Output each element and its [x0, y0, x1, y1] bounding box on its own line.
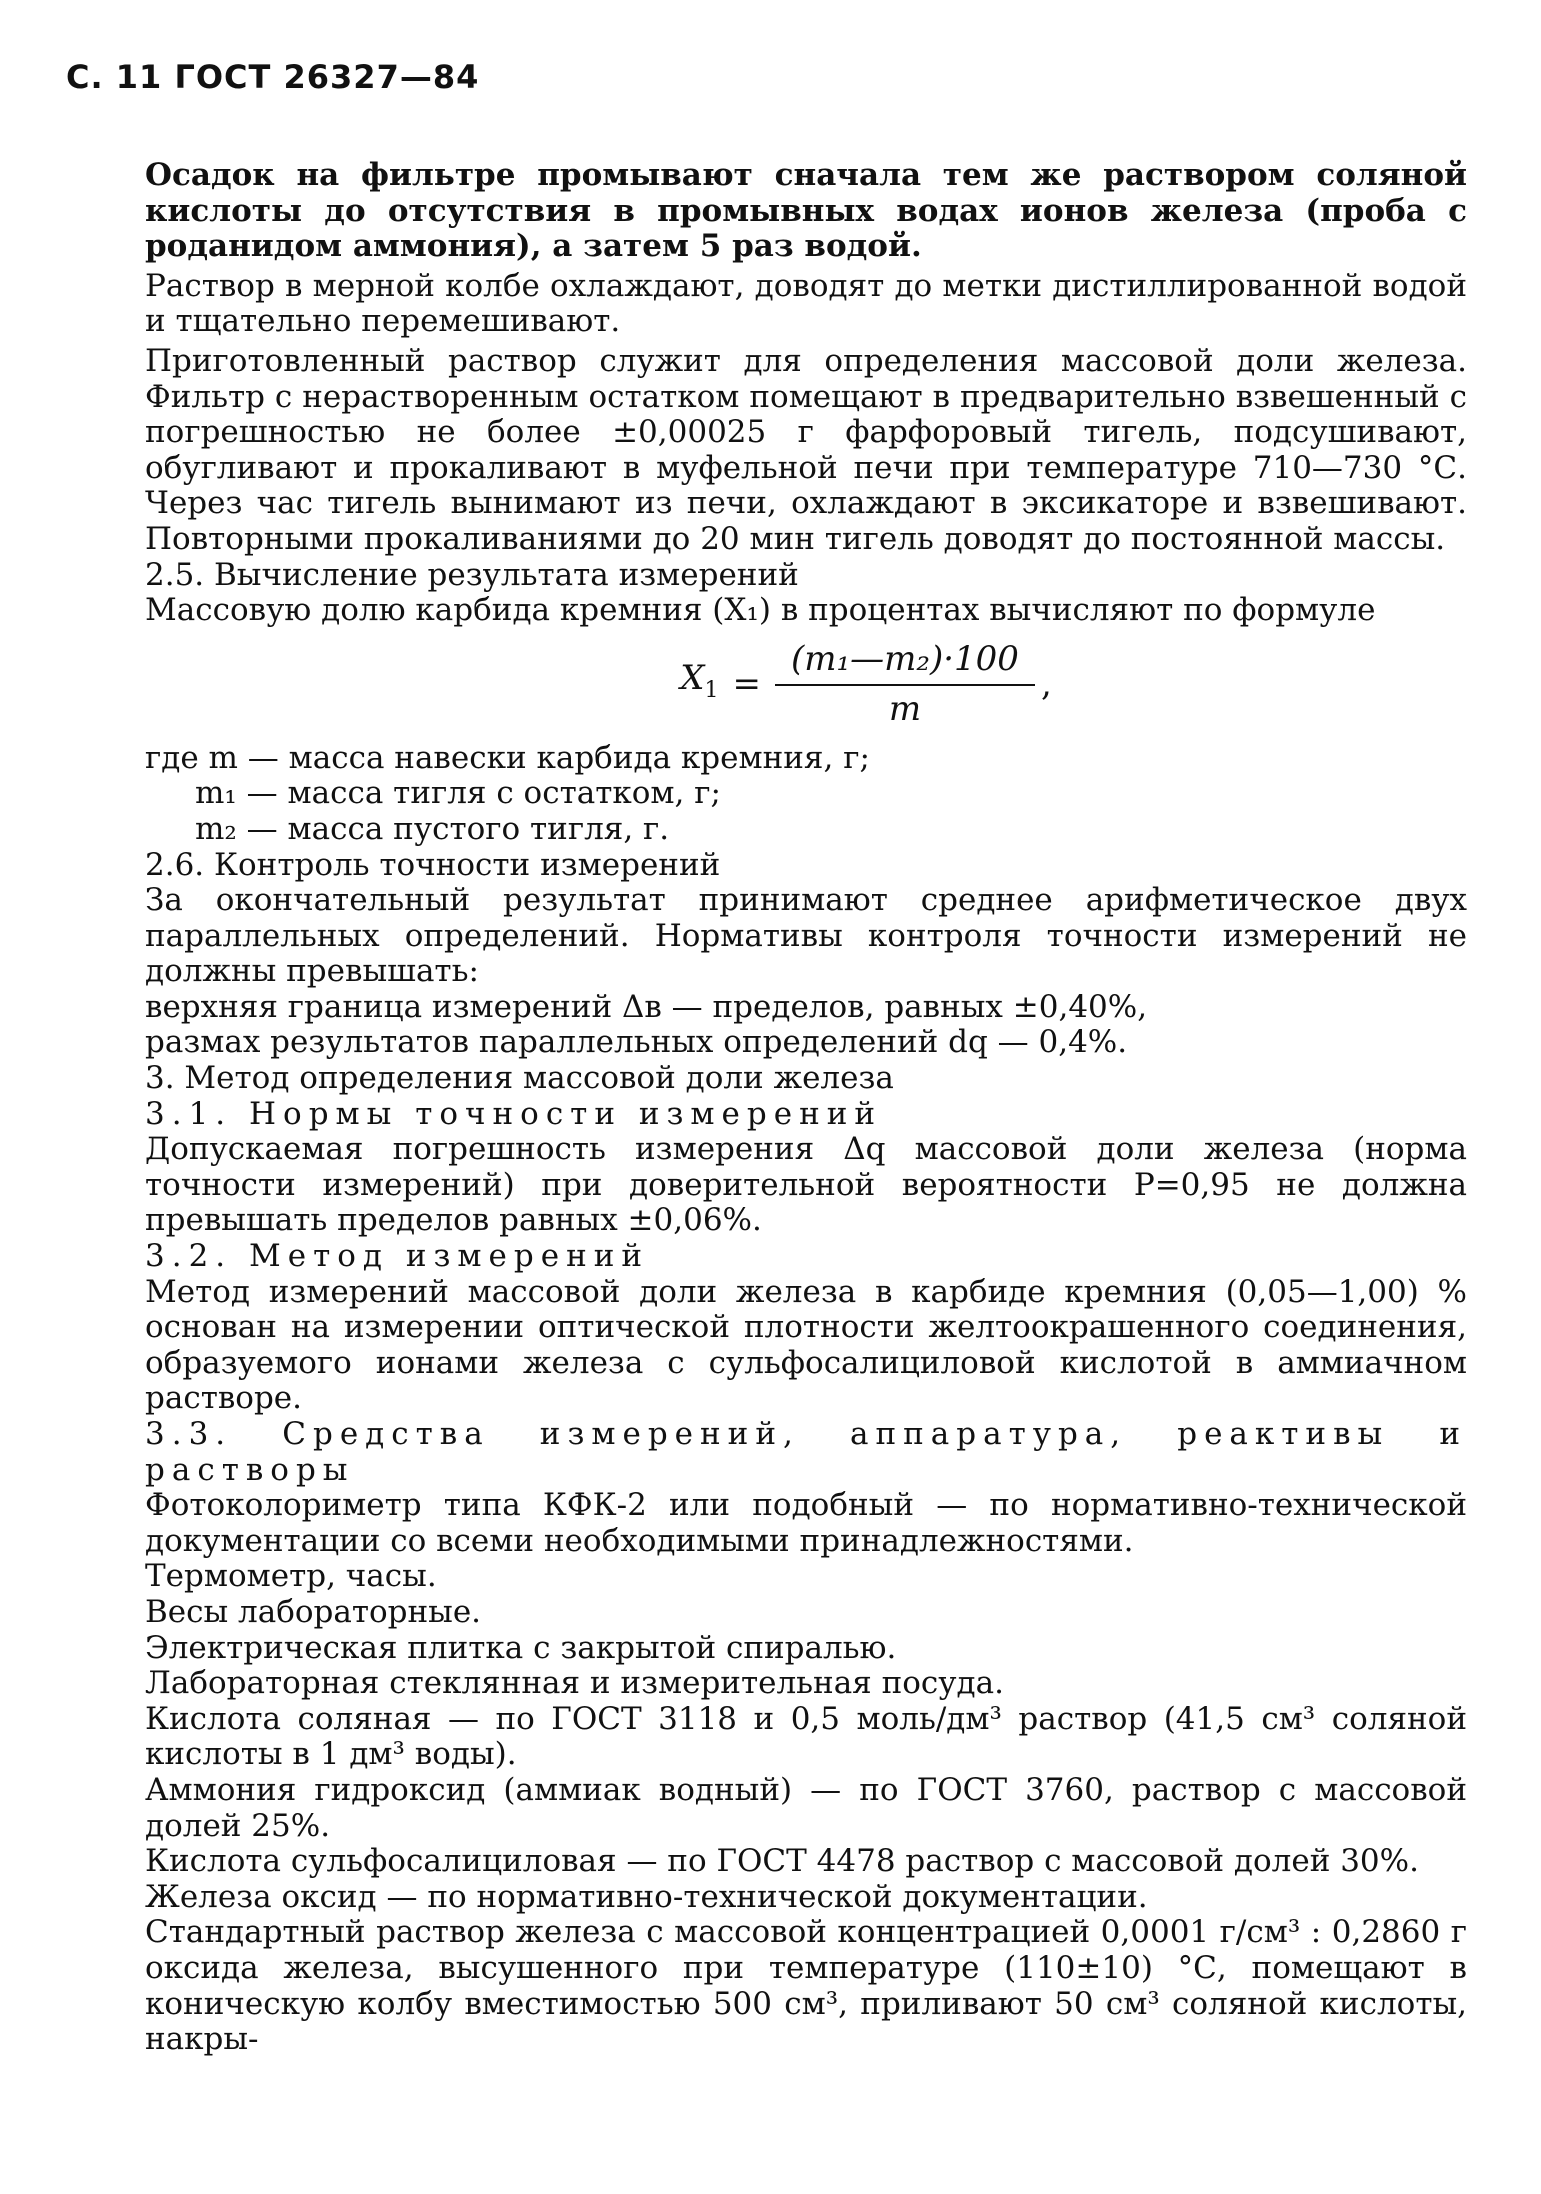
paragraph-range-limit: размах результатов параллельных определений dq — 0,4%. — [145, 1024, 1128, 1061]
document-body — [145, 158, 1467, 2058]
section-heading-2-6: 2.6. Контроль точности измерений — [145, 846, 721, 883]
section-heading-3-1: 3.1. Нормы точности измерений — [145, 1095, 883, 1132]
paragraph-iron-oxide: Железа оксид — по нормативно-технической документации. — [145, 1878, 1148, 1915]
page-header: С. 11 ГОСТ 26327—84 — [66, 58, 480, 96]
paragraph-final-result: За окончательный результат принимают среднее арифметическое двух параллельных определений. Нормативы контроля точности измерений не должны превышать: — [145, 882, 1467, 990]
paragraph-glassware: Лабораторная стеклянная и измерительная посуда. — [145, 1665, 1004, 1702]
formula-x1 — [265, 629, 1467, 741]
paragraph-photocolorimeter: Фотоколориметр типа КФК-2 или подобный — по нормативно-технической документации со всеми необходимыми принадлежностями. — [145, 1487, 1467, 1559]
paragraph-sediment-washing: Осадок на фильтре промывают сначала тем же раствором соляной кислоты до отсутствия в промывных водах ионов железа (проба с роданидом аммония), а затем 5 раз водой. — [145, 157, 1467, 265]
paragraph-hot-plate: Электрическая плитка с закрытой спиралью. — [145, 1629, 897, 1666]
paragraph-flask-cooling: Раствор в мерной колбе охлаждают, доводят до метки дистиллированной водой и тщательно перемешивают. — [145, 267, 1467, 340]
formula-fraction — [775, 639, 1035, 729]
paragraph-sulfosalicylic-acid: Кислота сульфосалициловая — по ГОСТ 4478 раствор с массовой долей 30%. — [145, 1843, 1419, 1880]
section-heading-3-3: 3.3. Средства измерений, аппаратура, реактивы и растворы — [145, 1416, 1467, 1488]
paragraph-permissible-error: Допускаемая погрешность измерения Δq массовой доли железа (норма точности измерений) при доверительной вероятности P=0,95 не должна превышать пределов равных ±0,06%. — [145, 1131, 1467, 1239]
formula-denominator: m — [888, 688, 922, 729]
variable-definition-m2: m₂ — масса пустого тигля, г. — [195, 810, 670, 847]
variable-definition-m: где m — масса навески карбида кремния, г; — [145, 739, 870, 776]
paragraph-ammonium-hydroxide: Аммония гидроксид (аммиак водный) — по ГОСТ 3760, раствор с массовой долей 25%. — [145, 1771, 1467, 1844]
formula-equals: = — [732, 663, 761, 704]
formula-numerator: (m₁—m₂)·100 — [775, 642, 1035, 686]
paragraph-formula-intro: Массовую долю карбида кремния (X₁) в процентах вычисляют по формуле — [145, 592, 1376, 629]
formula-comma: , — [1040, 663, 1052, 704]
variable-definition-m1: m₁ — масса тигля с остатком, г; — [195, 775, 721, 812]
section-heading-3-2: 3.2. Метод измерений — [145, 1238, 650, 1275]
paragraph-residue-calcination: Приготовленный раствор служит для определения массовой доли железа. Фильтр с нерастворенным остатком помещают в предварительно взвешенный с погрешностью не более ±0,00025 г фарфоровый тигель, подсушивают, обугливают и прокаливают в муфельной печи при температуре 710—730 °С. Через час тигель вынимают из печи, охлаждают в эксикаторе и взвешивают. Повторными прокаливаниями до 20 мин тигель доводят до постоянной массы. — [145, 342, 1467, 557]
paragraph-upper-limit: верхняя граница измерений Δв — пределов, равных ±0,40%, — [145, 988, 1148, 1025]
paragraph-standard-solution: Стандартный раствор железа с массовой концентрацией 0,0001 г/см³ : 0,2860 г оксида железа, высушенного при температуре (110±10) °С, помещают в коническую колбу вместимостью 500 см³, приливают 50 см³ соляной кислоты, накры- — [145, 1914, 1467, 2058]
section-heading-3: 3. Метод определения массовой доли железа — [145, 1060, 894, 1097]
paragraph-thermometer: Термометр, часы. — [145, 1558, 437, 1595]
formula-lhs: $X_1$ — [680, 658, 719, 703]
paragraph-scales: Весы лабораторные. — [145, 1593, 482, 1630]
paragraph-hydrochloric-acid: Кислота соляная — по ГОСТ 3118 и 0,5 моль/дм³ раствор (41,5 см³ соляной кислоты в 1 дм³ воды). — [145, 1700, 1467, 1773]
paragraph-method-description: Метод измерений массовой доли железа в карбиде кремния (0,05—1,00) % основан на измерении оптической плотности желтоокрашенного соединения, образуемого ионами железа с сульфосалициловой кислотой в аммиачном растворе. — [145, 1273, 1467, 1417]
section-heading-2-5: 2.5. Вычисление результата измерений — [145, 556, 799, 593]
